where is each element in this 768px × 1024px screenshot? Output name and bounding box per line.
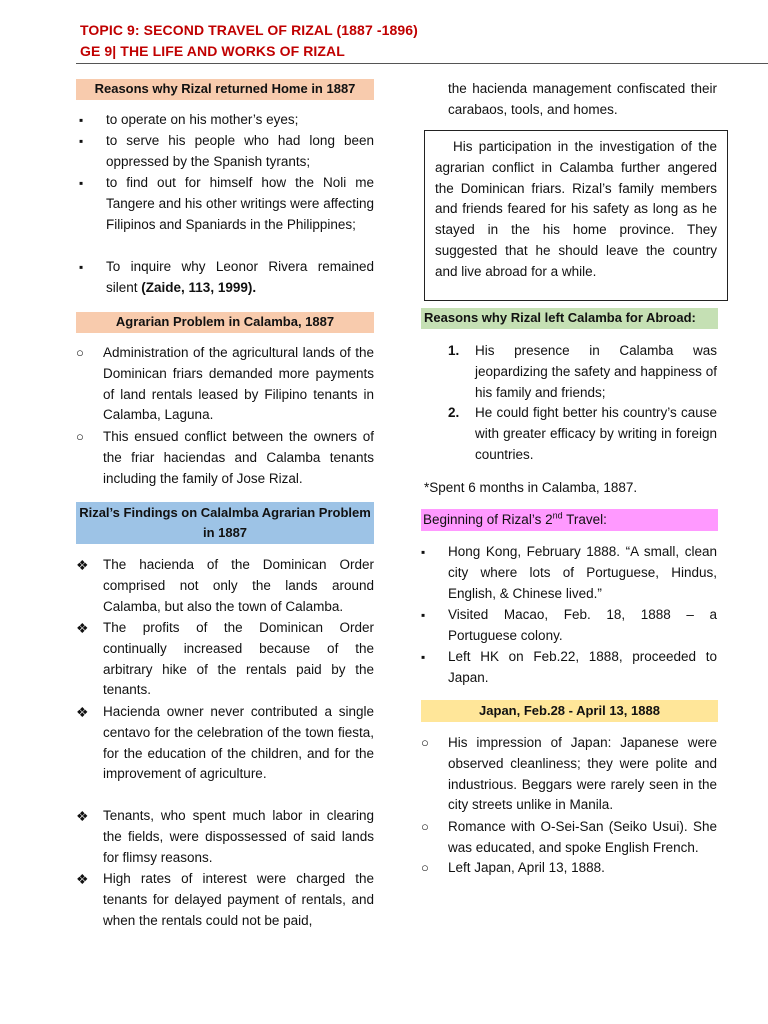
list-item: ○ This ensued conflict between the owners of the friar haciendas and Calamba tenants including the family of Jose Rizal.	[76, 427, 374, 489]
diamond-bullet-icon: ❖	[76, 808, 89, 824]
circle-bullet-icon: ○	[421, 860, 429, 875]
heading-rizal-findings: Rizal’s Findings on Calalmba Agrarian Problem in 1887	[76, 502, 374, 544]
list-item: ○ Administration of the agricultural lands of the Dominican friars demanded more payments of land rentals leased by Filipino tenants in Calamba, Laguna.	[76, 343, 374, 426]
numbered-item: 1. His presence in Calamba was jeopardizing the safety and happiness of his family and friends;	[448, 343, 717, 400]
heading-agrarian-problem: Agrarian Problem in Calamba, 1887	[76, 312, 374, 333]
citation: (Zaide, 113, 1999).	[141, 279, 257, 295]
heading-japan: Japan, Feb.28 - April 13, 1888	[421, 700, 718, 722]
safety-note-box: His participation in the investigation of the agrarian conflict in Calamba further angered the Dominican friars. Rizal’s family members and friends feared for his safety as long as he stayed in the his home province. They suggested that he should leave the country and live abroad for a while.	[424, 130, 728, 301]
header-divider	[76, 63, 768, 64]
list-item: ❖ The profits of the Dominican Order continually increased because of the arbitrary hike of the rentals paid by the tenants.	[76, 618, 374, 701]
diamond-bullet-icon: ❖	[76, 620, 89, 636]
square-bullet-icon: ▪	[79, 176, 84, 190]
calamba-stay-note: *Spent 6 months in Calamba, 1887.	[424, 480, 638, 495]
topic-title: TOPIC 9: SECOND TRAVEL OF RIZAL (1887 -1896)	[80, 22, 418, 38]
list-item: ❖ Hacienda owner never contributed a single centavo for the celebration of the town fiesta, for the education of the children, and for the improvement of agriculture.	[76, 702, 374, 785]
diamond-bullet-icon: ❖	[76, 557, 89, 573]
list-item: ❖ Tenants, who spent much labor in clearing the fields, were dispossessed of said lands for flimsy reasons.	[76, 806, 374, 868]
list-item: ○ Romance with O-Sei-San (Seiko Usui). She was educated, and spoke English French.	[421, 817, 717, 859]
heading-second-travel: Beginning of Rizal’s 2nd Travel:	[421, 509, 718, 531]
diamond-bullet-icon: ❖	[76, 871, 89, 887]
circle-bullet-icon: ○	[421, 735, 429, 750]
page-header	[80, 20, 740, 62]
square-bullet-icon: ▪	[79, 134, 84, 148]
numbered-item: 2. He could fight better his country’s cause with greater efficacy by writing in foreign countries.	[448, 405, 717, 462]
square-bullet-icon: ▪	[79, 260, 84, 274]
square-bullet-icon: ▪	[421, 545, 426, 559]
list-item: ○ Left Japan, April 13, 1888.	[421, 858, 717, 879]
course-title: GE 9| THE LIFE AND WORKS OF RIZAL	[80, 43, 345, 59]
list-item: ▪ Left HK on Feb.22, 1888, proceeded to Japan.	[421, 647, 717, 689]
circle-bullet-icon: ○	[421, 819, 429, 834]
list-item: ▪ Hong Kong, February 1888. “A small, clean city where lots of Portuguese, Hindus, English, & Chinese lived.”	[421, 542, 717, 604]
list-item: ▪ Visited Macao, Feb. 18, 1888 – a Portuguese colony.	[421, 605, 717, 647]
list-item: ▪ to find out for himself how the Noli me Tangere and his other writings were affecting Filipinos and Spaniards in the Philippines;	[79, 173, 374, 235]
continuation-text: the hacienda management confiscated their carabaos, tools, and homes.	[448, 81, 717, 117]
square-bullet-icon: ▪	[421, 608, 426, 622]
square-bullet-icon: ▪	[421, 650, 426, 664]
list-item: ❖ High rates of interest were charged the tenants for delayed payment of rentals, and when the rentals could not be paid,	[76, 869, 374, 931]
list-item: ▪ to serve his people who had long been oppressed by the Spanish tyrants;	[79, 131, 374, 173]
circle-bullet-icon: ○	[76, 429, 84, 444]
square-bullet-icon: ▪	[79, 113, 84, 127]
list-item: ❖ The hacienda of the Dominican Order comprised not only the lands around Calamba, but also the town of Calamba.	[76, 555, 374, 617]
heading-reasons-left: Reasons why Rizal left Calamba for Abroad:	[421, 308, 718, 329]
list-item: ▪ To inquire why Leonor Rivera remained silent (Zaide, 113, 1999).	[79, 257, 374, 299]
list-item: ▪ to operate on his mother’s eyes;	[79, 110, 374, 131]
diamond-bullet-icon: ❖	[76, 704, 89, 720]
list-item: ○ His impression of Japan: Japanese were observed cleanliness; they were polite and industrious. Beggars were rarely seen in the city streets unlike in Manila.	[421, 733, 717, 816]
circle-bullet-icon: ○	[76, 345, 84, 360]
heading-reasons-returned: Reasons why Rizal returned Home in 1887	[76, 79, 374, 100]
